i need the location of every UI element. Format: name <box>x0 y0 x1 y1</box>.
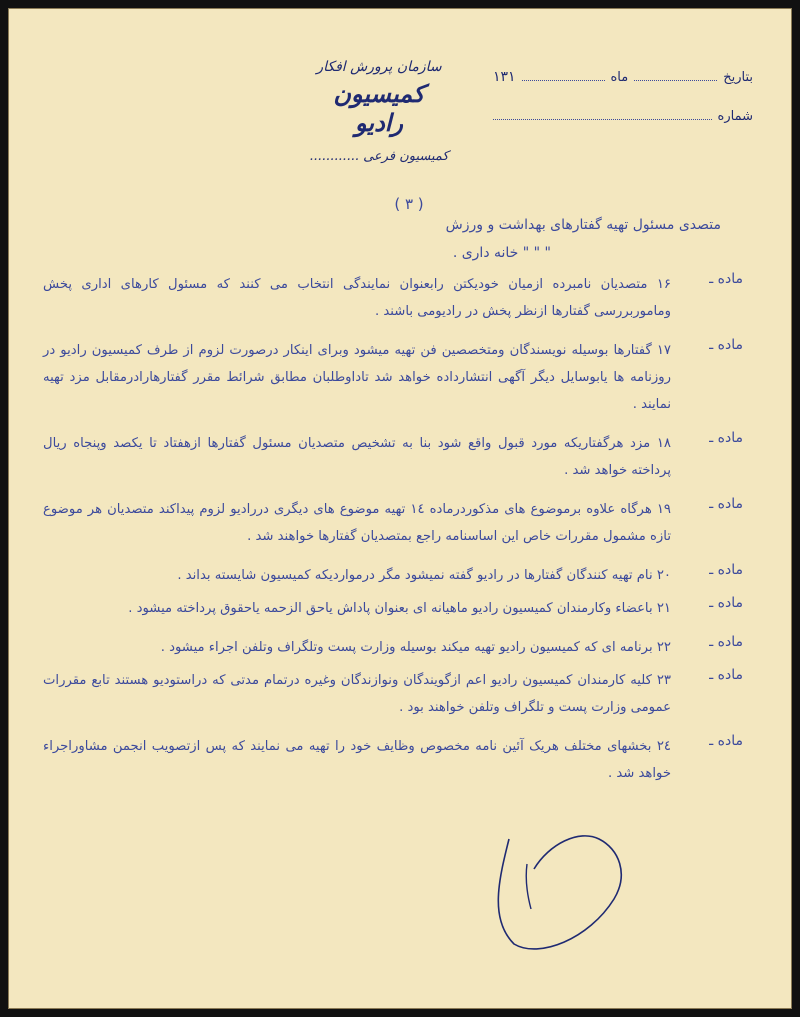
number-field-line <box>493 109 712 120</box>
article-17 <box>43 337 743 418</box>
heading-line-2: " " " خانه داری . <box>452 245 551 261</box>
article-23 <box>43 667 743 721</box>
article-text: ۲۰ نام تهیه کنندگان گفتارها در رادیو گفته نمیشود مگر درمواردیکه کمیسیون شایسته بداند . <box>177 568 671 583</box>
articles-list <box>43 271 743 799</box>
article-label: ماده ـ <box>709 562 743 578</box>
number-label: شماره <box>717 109 753 124</box>
date-field-line <box>634 70 717 81</box>
handwritten-signature <box>479 819 639 959</box>
article-24 <box>43 733 743 787</box>
article-label: ماده ـ <box>709 430 743 446</box>
article-20 <box>43 562 743 589</box>
article-label: ماده ـ <box>709 337 743 353</box>
article-text: ۲۳ کلیه کارمندان کمیسیون رادیو اعم ازگویندگان ونوازندگان وغیره درتمام مدتی که دراستودیو هستند تابع مقررات عمومی وزارت پست و تلگراف وتلفن خواهند بود . <box>43 673 671 715</box>
commission-title: کمیسیون رادیو <box>333 79 425 137</box>
article-18 <box>43 430 743 484</box>
article-label: ماده ـ <box>709 634 743 650</box>
organization-name: سازمان پرورش افکار <box>316 59 442 75</box>
article-21 <box>43 595 743 622</box>
month-field-line <box>522 70 605 81</box>
heading-line-1: متصدی مسئول تهیه گفتارهای بهداشت و ورزش <box>445 217 721 233</box>
article-text: ۲٤ بخشهای مختلف هریک آئین نامه مخصوص وظایف خود را تهیه می نمایند که پس ازتصویب انجمن مشاوراجراء خواهد شد . <box>43 739 671 781</box>
article-22 <box>43 634 743 661</box>
article-label: ماده ـ <box>709 667 743 683</box>
article-label: ماده ـ <box>709 271 743 287</box>
article-19 <box>43 496 743 550</box>
article-text: ۱۸ مزد هرگفتاریکه مورد قبول واقع شود بنا به تشخیص متصدیان مسئول گفتارها ازهفتاد تا یکصد وپنجاه ریال پرداخته خواهد شد . <box>43 436 671 478</box>
date-label: بتاریخ <box>723 70 753 85</box>
article-text: ۱۶ متصدیان نامبرده ازمیان خودیکتن رابعنوان نمایندگی انتخاب می کنند که مسئول کارهای اداری پخش وماموربررسی گفتارها ازنظر پخش در رادیومی باشند . <box>43 277 671 319</box>
sub-commission: کمیسیون فرعی ............ <box>309 149 449 164</box>
article-text: ۲۱ باعضاء وکارمندان کمیسیون رادیو ماهیانه ای بعنوان پاداش یاحق الزحمه یاحقوق پرداخته میشود . <box>128 601 671 616</box>
article-text: ۱۹ هرگاه علاوه برموضوع های مذکوردرماده ۱٤ تهیه موضوع های دیگری دررادیو لزوم پیداکند متصدیان هر موضوع تازه مشمول مقررات خاص این اساسنامه راجع بمتصدیان گفتارها خواهند شد . <box>43 502 671 544</box>
article-16 <box>43 271 743 325</box>
date-block <box>493 69 753 148</box>
year-value: ۱۳۱ <box>492 69 516 85</box>
article-label: ماده ـ <box>709 595 743 611</box>
letterhead <box>309 59 449 164</box>
article-label: ماده ـ <box>709 496 743 512</box>
article-text: ۱۷ گفتارها بوسیله نویسندگان ومتخصصین فن تهیه میشود وبرای اینکار درصورت لزوم از طرف کمیسیون رادیو در روزنامه ها یابوسایل دیگر آگهی انتشارداده خواهد شد تاداوطلبان مطابق شرائط مقرر گفتارهارادرمقابل مزد تهیه نمایند . <box>43 343 671 412</box>
document-page <box>8 8 792 1009</box>
month-label: ماه <box>610 70 629 85</box>
article-text: ۲۲ برنامه ای که کمیسیون رادیو تهیه میکند بوسیله وزارت پست وتلگراف وتلفن اجراء میشود . <box>160 640 671 655</box>
article-label: ماده ـ <box>709 733 743 749</box>
section-number: ( ۳ ) <box>394 195 424 213</box>
